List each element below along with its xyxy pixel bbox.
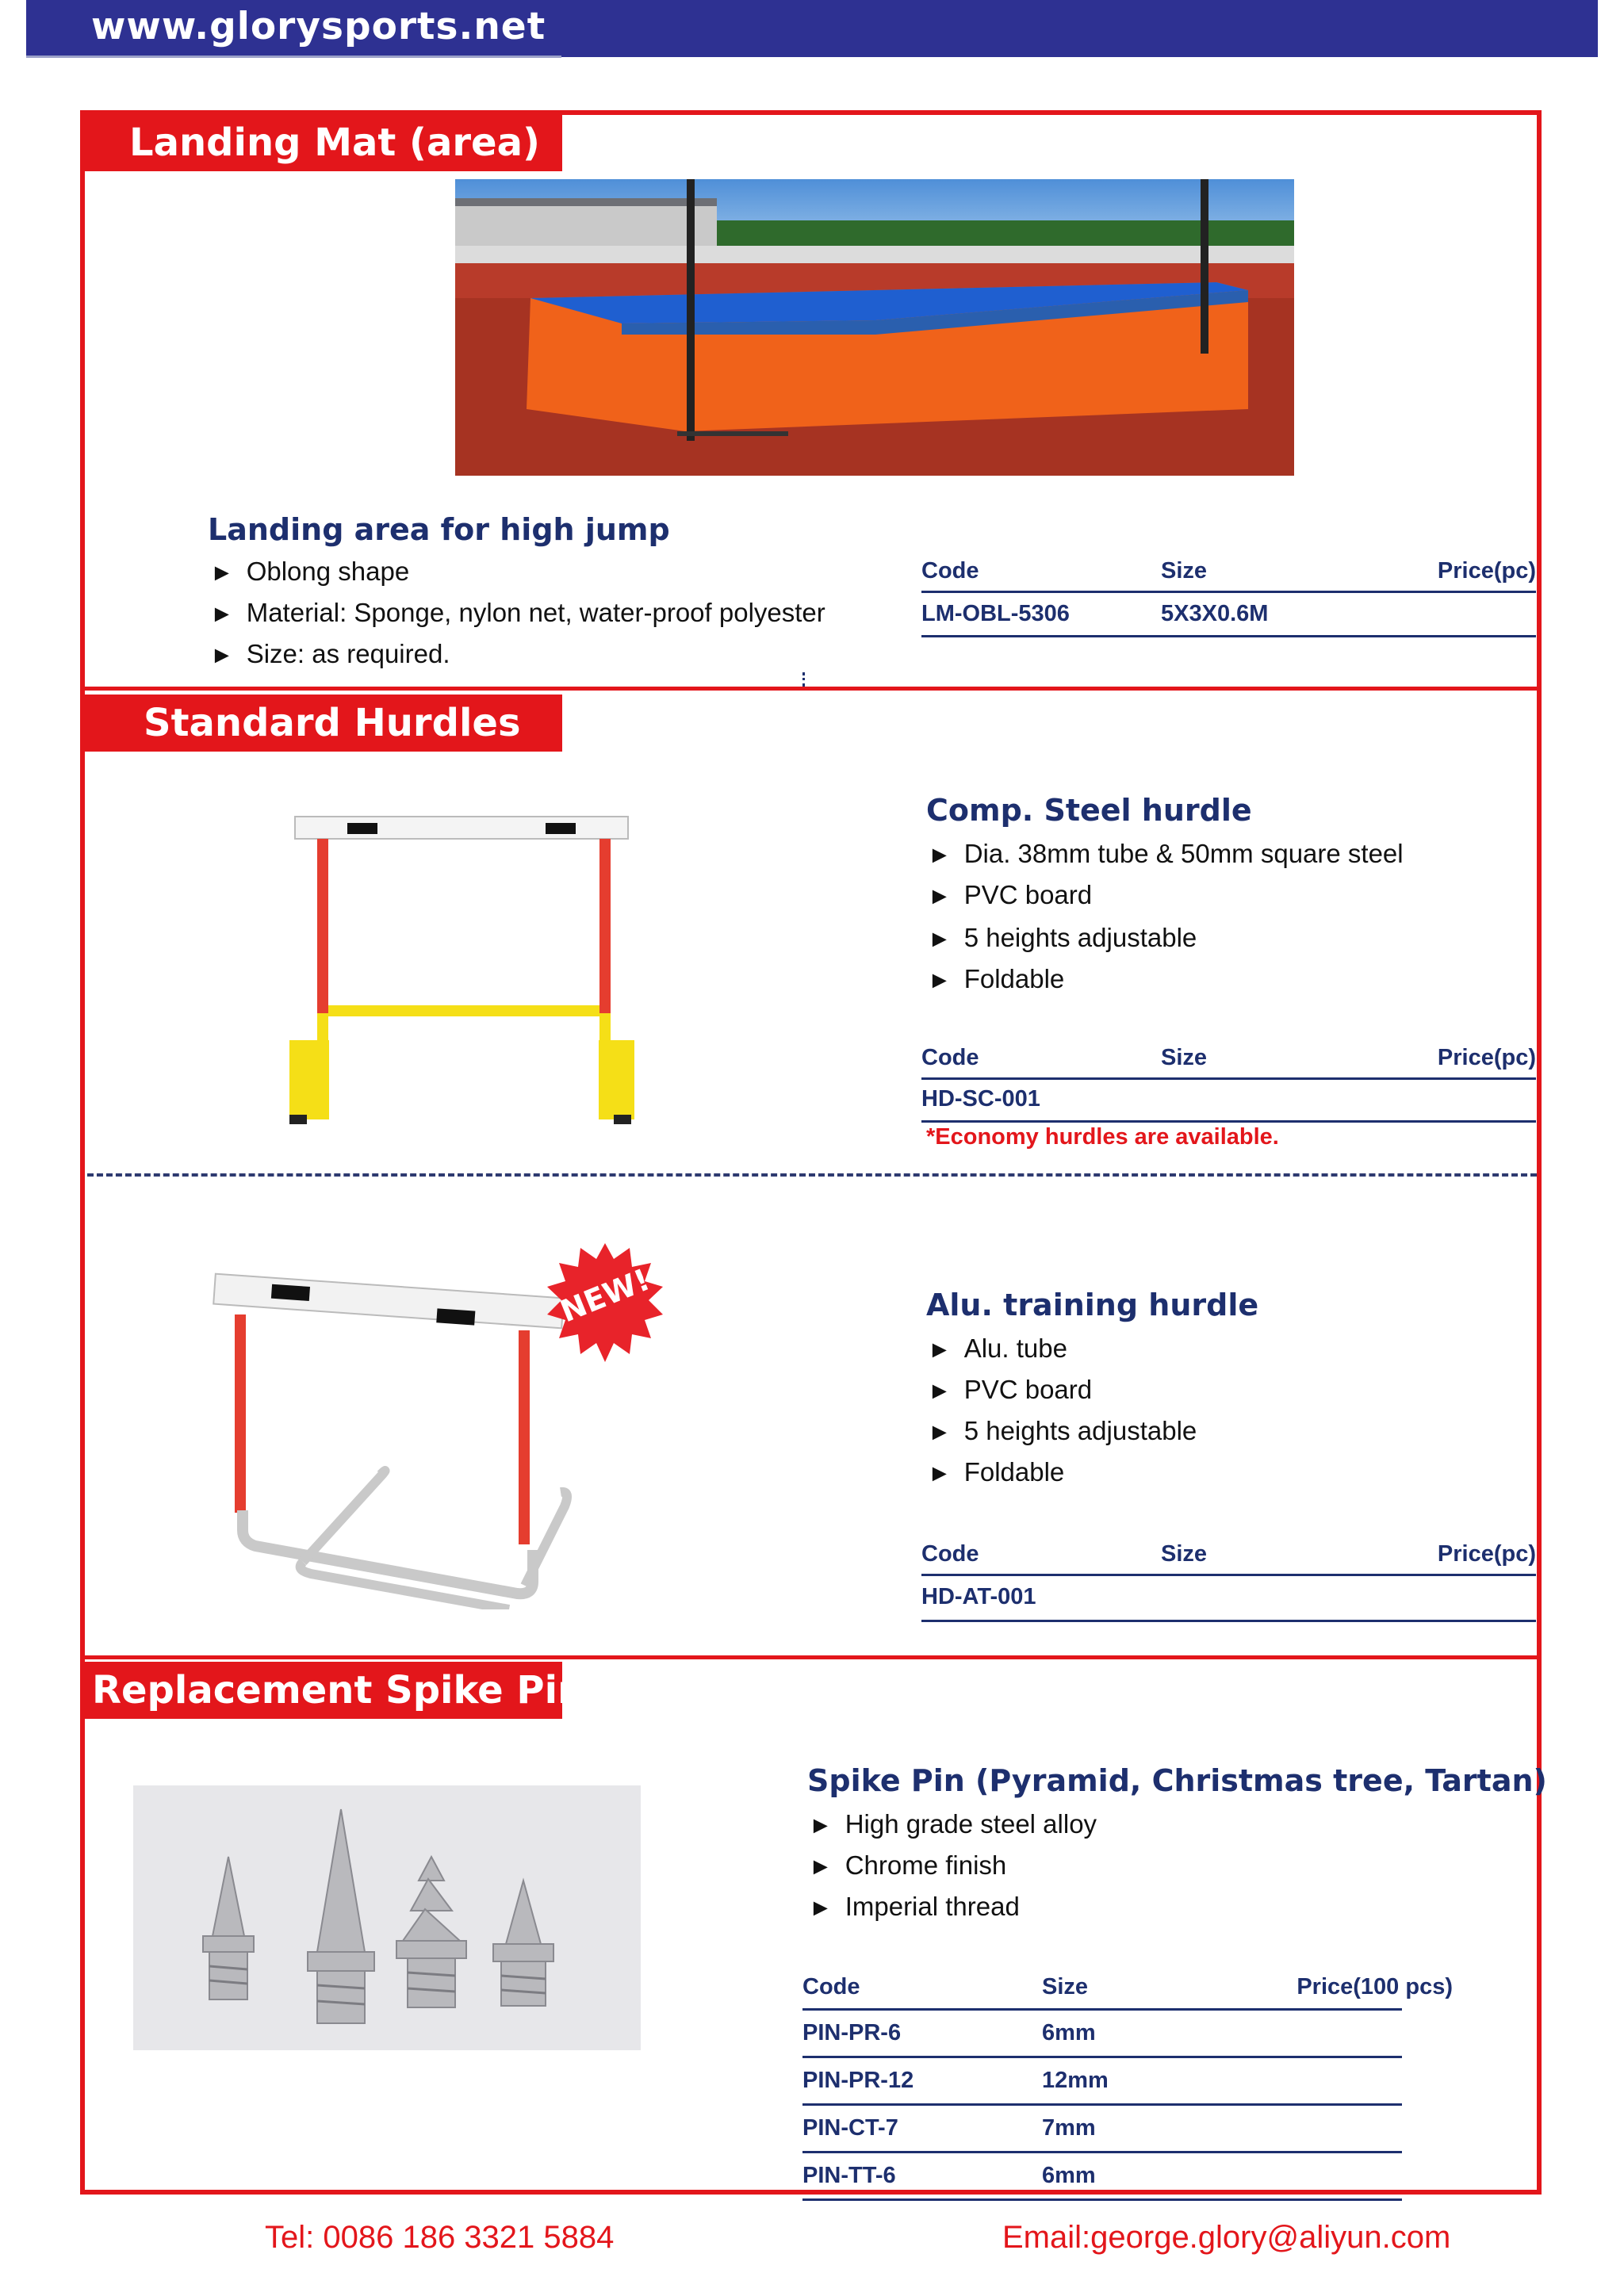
table-row: HD-SC-001: [921, 1086, 1040, 1112]
bullet-item: ► PVC board: [928, 880, 1093, 909]
col-code: Code: [921, 558, 979, 584]
bullet-item: ► PVC board: [928, 1375, 1093, 1404]
table-rule: [921, 1620, 1536, 1622]
col-size: Size: [1161, 558, 1208, 584]
spec-table-steel-hurdle: [921, 1045, 1536, 1123]
table-header-row: Code Size Price(pc): [921, 1541, 1536, 1567]
table-rule: [921, 1077, 1536, 1080]
table-row: HD-AT-001: [921, 1584, 1036, 1609]
bullet-item: ► Oblong shape: [210, 557, 410, 586]
table-rule: [921, 1120, 1536, 1123]
table-rule: [921, 1574, 1536, 1576]
bullet-item: ► Material: Sponge, nylon net, water-proof polyester: [210, 598, 825, 627]
right-pointer-icon: ►: [928, 842, 952, 868]
table-rule: [802, 2103, 1402, 2106]
spec-table-alu-hurdle: [921, 1541, 1536, 1622]
bullet-item: ► Foldable: [928, 1457, 1065, 1487]
dot-marker: [802, 672, 807, 687]
product-title-landing-area: Landing area for high jump: [208, 512, 670, 547]
footer-email[interactable]: Email:george.glory@aliyun.com: [1002, 2220, 1451, 2255]
table-rule: [802, 2056, 1402, 2058]
table-row: PIN-TT-6 6mm: [802, 2163, 1096, 2188]
table-rule: [802, 2008, 1402, 2011]
table-row: LM-OBL-5306 5X3X0.6M: [921, 601, 1269, 626]
bullet-item: ► Chrome finish: [809, 1850, 1007, 1880]
table-row: PIN-PR-6 6mm: [802, 2020, 1096, 2045]
spec-table-landing: [921, 558, 1536, 637]
table-header-row: [921, 558, 1536, 584]
right-pointer-icon: ►: [928, 1378, 952, 1404]
bullet-item: ► High grade steel alloy: [809, 1809, 1097, 1839]
spike-pins-photo: [133, 1785, 641, 2050]
table-header-row: Code Size Price(100 pcs): [802, 1974, 1453, 1999]
table-rule: [802, 2151, 1402, 2153]
product-title-steel-hurdle: Comp. Steel hurdle: [926, 793, 1252, 828]
right-pointer-icon: ►: [809, 1812, 833, 1839]
section-tab-standard-hurdles: Standard Hurdles: [80, 695, 562, 752]
section-divider: [80, 1655, 1542, 1659]
right-pointer-icon: ►: [928, 1460, 952, 1487]
right-pointer-icon: ►: [809, 1854, 833, 1880]
table-header-row: Code Size Price(pc): [921, 1045, 1536, 1070]
bullet-item: ► Dia. 38mm tube & 50mm square steel: [928, 839, 1404, 868]
footer-phone[interactable]: Tel: 0086 186 3321 5884: [265, 2220, 615, 2255]
right-pointer-icon: ►: [928, 1419, 952, 1445]
landing-mat-photo: [455, 179, 1294, 476]
table-row: PIN-CT-7 7mm: [802, 2115, 1096, 2141]
section-tab-landing-mat: Landing Mat (area): [80, 114, 562, 171]
bullet-item: ► 5 heights adjustable: [928, 923, 1197, 952]
right-pointer-icon: ►: [928, 967, 952, 993]
section-divider: [80, 687, 1542, 691]
header-underline: [26, 55, 561, 58]
table-rule: [921, 591, 1536, 593]
dashed-separator: [87, 1173, 1537, 1177]
site-url[interactable]: www.glorysports.net: [91, 5, 546, 48]
bullet-item: ► Size: as required.: [210, 639, 450, 668]
bullet-item: ► Imperial thread: [809, 1892, 1020, 1921]
steel-hurdle-photo: [278, 801, 642, 1142]
bullet-item: ► Foldable: [928, 964, 1065, 993]
table-rule: [802, 2198, 1402, 2201]
economy-note: *Economy hurdles are available.: [926, 1124, 1279, 1150]
right-pointer-icon: ►: [809, 1895, 833, 1921]
right-pointer-icon: ►: [210, 642, 234, 668]
table-rule: [921, 635, 1536, 637]
new-badge: [546, 1243, 665, 1362]
spec-table-spike-pin: [802, 1974, 1453, 2201]
bullet-item: ► Alu. tube: [928, 1334, 1067, 1363]
right-pointer-icon: ►: [928, 926, 952, 952]
table-row: PIN-PR-12 12mm: [802, 2068, 1109, 2093]
right-pointer-icon: ►: [928, 1337, 952, 1363]
new-badge-label: NEW!: [555, 1261, 655, 1330]
product-title-spike-pin: Spike Pin (Pyramid, Christmas tree, Tartan): [807, 1763, 1547, 1798]
right-pointer-icon: ►: [210, 601, 234, 627]
product-title-alu-hurdle: Alu. training hurdle: [926, 1288, 1259, 1322]
section-tab-replacement-spike-pin: Replacement Spike Pin: [80, 1662, 562, 1719]
col-price: Price(pc): [1437, 558, 1536, 584]
right-pointer-icon: ►: [928, 883, 952, 909]
right-pointer-icon: ►: [210, 560, 234, 586]
bullet-item: ► 5 heights adjustable: [928, 1416, 1197, 1445]
